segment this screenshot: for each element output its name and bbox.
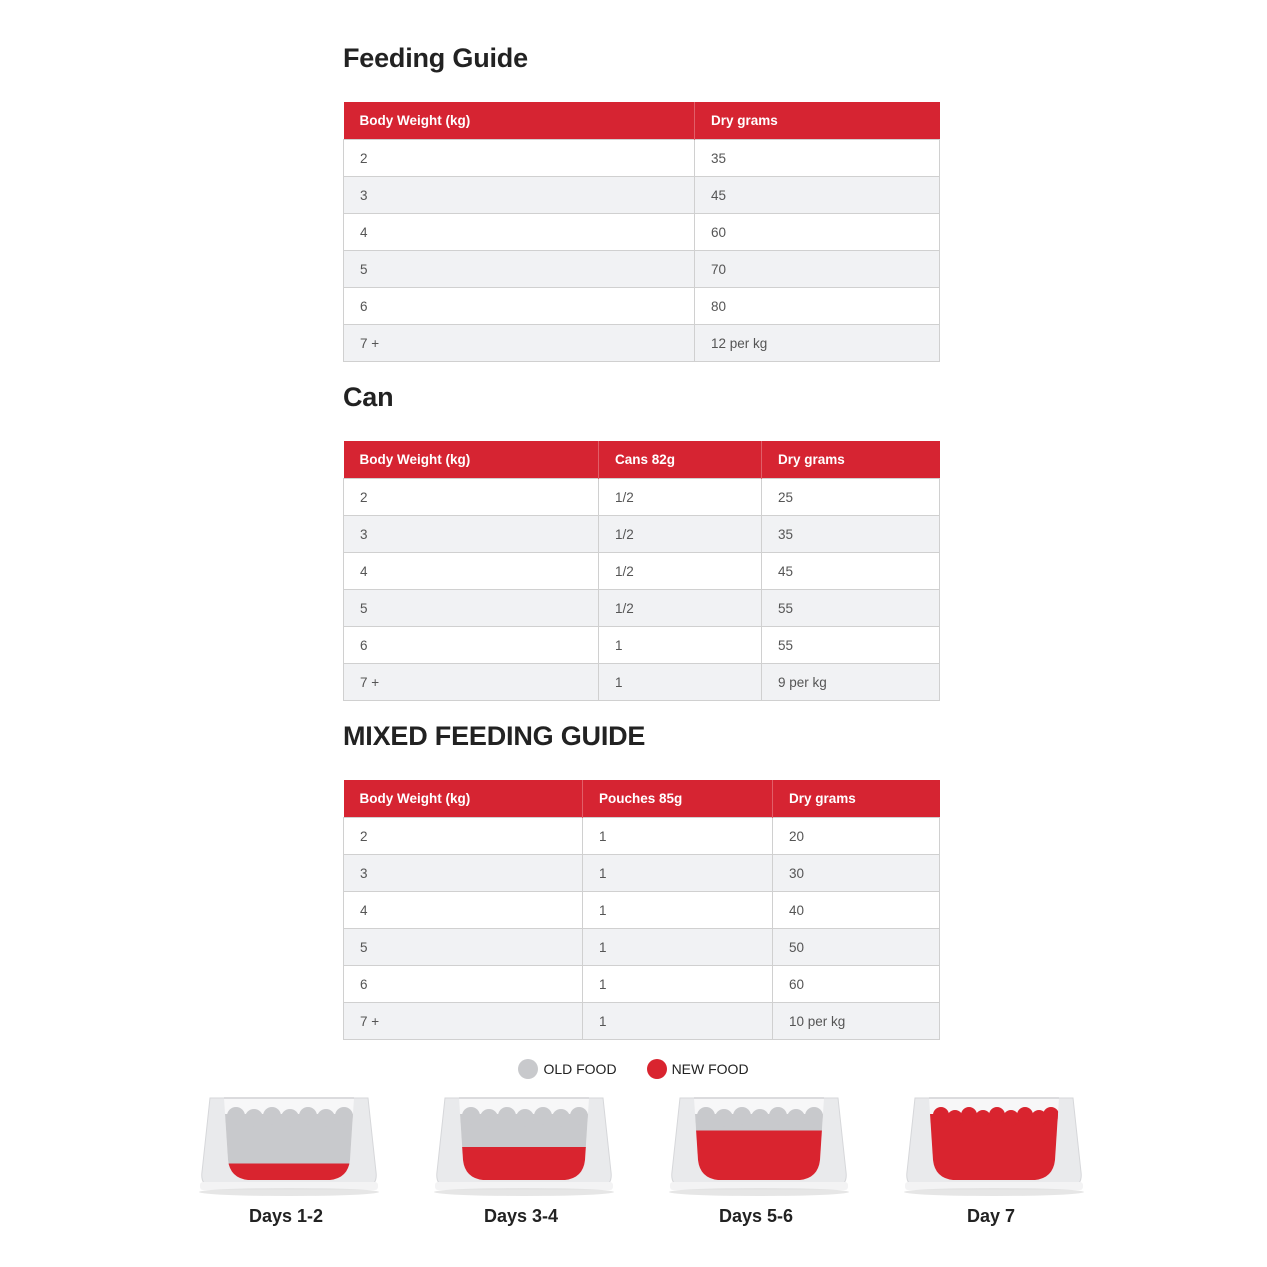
table-row xyxy=(344,966,940,1003)
old-food-kibble xyxy=(751,1109,769,1127)
food-bowl-icon xyxy=(431,1090,621,1200)
table-cell: 50 xyxy=(773,929,940,966)
table-cell: 5 xyxy=(344,251,695,288)
table-cell: 2 xyxy=(344,140,695,177)
mixed-guide-title: MIXED FEEDING GUIDE xyxy=(343,721,646,751)
old-food-kibble xyxy=(552,1109,570,1127)
table-cell: 2 xyxy=(344,479,599,516)
table-row xyxy=(344,214,940,251)
table-header: Cans 82g xyxy=(599,441,762,479)
table-cell: 7 + xyxy=(344,1003,583,1040)
new-food-kibble xyxy=(1017,1107,1033,1123)
table-cell: 3 xyxy=(344,855,583,892)
bowl-shadow xyxy=(669,1188,849,1196)
old-food-kibble xyxy=(733,1107,751,1125)
table-cell: 1 xyxy=(599,664,762,701)
old-food-kibble xyxy=(534,1107,552,1125)
old-food-kibble xyxy=(245,1109,263,1127)
food-legend xyxy=(0,1059,1267,1079)
can-guide-title: Can xyxy=(343,382,394,412)
table-cell: 2 xyxy=(344,818,583,855)
table-cell: 60 xyxy=(695,214,940,251)
new-food-kibble xyxy=(933,1107,949,1123)
table-cell: 25 xyxy=(762,479,940,516)
legend-new-food xyxy=(647,1059,749,1079)
table-cell: 35 xyxy=(695,140,940,177)
new-food-fill xyxy=(686,1131,836,1183)
table-cell: 35 xyxy=(762,516,940,553)
bowl-shadow xyxy=(434,1188,614,1196)
table-row xyxy=(344,479,940,516)
table-row xyxy=(344,929,940,966)
mixed-guide-table xyxy=(343,780,940,1040)
bowl-label: Days 5-6 xyxy=(718,1206,794,1226)
table-cell: 55 xyxy=(762,627,940,664)
feeding-guide-title: Feeding Guide xyxy=(343,43,528,73)
table-cell: 80 xyxy=(695,288,940,325)
bowl-stage-1 xyxy=(196,1090,386,1240)
table-cell: 6 xyxy=(344,966,583,1003)
table-cell: 20 xyxy=(773,818,940,855)
table-cell: 70 xyxy=(695,251,940,288)
table-header: Pouches 85g xyxy=(583,780,773,818)
old-food-dot-icon xyxy=(518,1059,538,1079)
table-row xyxy=(344,590,940,627)
bowl-label: Day 7 xyxy=(966,1206,1016,1226)
table-cell: 60 xyxy=(773,966,940,1003)
new-food-kibble xyxy=(1003,1110,1019,1126)
new-food-kibble xyxy=(1043,1107,1059,1123)
bowl-label: Days 3-4 xyxy=(483,1206,559,1226)
table-cell: 1/2 xyxy=(599,590,762,627)
table-cell: 40 xyxy=(773,892,940,929)
table-cell: 1 xyxy=(583,818,773,855)
old-food-kibble xyxy=(715,1109,733,1127)
new-food-kibble xyxy=(989,1107,1005,1123)
table-cell: 5 xyxy=(344,929,583,966)
new-food-kibble xyxy=(975,1110,991,1126)
bowl-stage-3 xyxy=(666,1090,856,1240)
table-row xyxy=(344,516,940,553)
table-cell: 12 per kg xyxy=(695,325,940,362)
table-cell: 7 + xyxy=(344,325,695,362)
old-food-kibble xyxy=(462,1107,480,1125)
table-row xyxy=(344,177,940,214)
old-food-kibble xyxy=(787,1109,805,1127)
table-header: Body Weight (kg) xyxy=(344,441,599,479)
old-food-kibble xyxy=(805,1107,823,1125)
table-cell: 1 xyxy=(583,1003,773,1040)
old-food-kibble xyxy=(299,1107,317,1125)
old-food-kibble xyxy=(769,1107,787,1125)
table-cell: 1 xyxy=(583,855,773,892)
bowl-stage-2 xyxy=(431,1090,621,1240)
table-cell: 1/2 xyxy=(599,553,762,590)
table-cell: 5 xyxy=(344,590,599,627)
legend-new-label: NEW FOOD xyxy=(671,1061,749,1077)
bowl-shadow xyxy=(199,1188,379,1196)
table-header: Dry grams xyxy=(773,780,940,818)
table-row xyxy=(344,251,940,288)
table-cell: 3 xyxy=(344,516,599,553)
table-cell: 30 xyxy=(773,855,940,892)
food-bowl-icon xyxy=(196,1090,386,1200)
table-cell: 1 xyxy=(599,627,762,664)
table-row xyxy=(344,288,940,325)
table-cell: 1/2 xyxy=(599,516,762,553)
table-cell: 4 xyxy=(344,214,695,251)
old-food-kibble xyxy=(335,1107,353,1125)
table-cell: 55 xyxy=(762,590,940,627)
table-row xyxy=(344,892,940,929)
bowl-shadow xyxy=(904,1188,1084,1196)
feeding-guide-table xyxy=(343,102,940,362)
table-cell: 4 xyxy=(344,892,583,929)
food-bowl-icon xyxy=(901,1090,1091,1200)
legend-old-food xyxy=(518,1059,616,1079)
table-row xyxy=(344,325,940,362)
new-food-dot-icon xyxy=(647,1059,667,1079)
transition-bowls xyxy=(0,1090,1267,1240)
table-cell: 1 xyxy=(583,929,773,966)
table-row xyxy=(344,818,940,855)
old-food-kibble xyxy=(281,1109,299,1127)
table-row xyxy=(344,664,940,701)
table-cell: 3 xyxy=(344,177,695,214)
table-cell: 7 + xyxy=(344,664,599,701)
table-header: Body Weight (kg) xyxy=(344,780,583,818)
bowl-stage-4 xyxy=(901,1090,1091,1240)
table-row xyxy=(344,553,940,590)
table-header: Body Weight (kg) xyxy=(344,102,695,140)
new-food-fill xyxy=(921,1114,1071,1182)
table-cell: 1 xyxy=(583,892,773,929)
bowl-label: Days 1-2 xyxy=(248,1206,324,1226)
table-cell: 4 xyxy=(344,553,599,590)
old-food-kibble xyxy=(570,1107,588,1125)
table-header: Dry grams xyxy=(762,441,940,479)
old-food-kibble xyxy=(227,1107,245,1125)
old-food-kibble xyxy=(697,1107,715,1125)
old-food-kibble xyxy=(263,1107,281,1125)
old-food-kibble xyxy=(516,1109,534,1127)
old-food-kibble xyxy=(498,1107,516,1125)
table-cell: 6 xyxy=(344,627,599,664)
table-cell: 9 per kg xyxy=(762,664,940,701)
table-row xyxy=(344,627,940,664)
table-cell: 10 per kg xyxy=(773,1003,940,1040)
table-cell: 6 xyxy=(344,288,695,325)
food-bowl-icon xyxy=(666,1090,856,1200)
table-row xyxy=(344,1003,940,1040)
can-guide-table xyxy=(343,441,940,701)
table-row xyxy=(344,140,940,177)
legend-old-label: OLD FOOD xyxy=(543,1061,617,1077)
table-row xyxy=(344,855,940,892)
old-food-kibble xyxy=(317,1109,335,1127)
table-header: Dry grams xyxy=(695,102,940,140)
table-cell: 1 xyxy=(583,966,773,1003)
table-cell: 45 xyxy=(695,177,940,214)
new-food-kibble xyxy=(947,1110,963,1126)
table-cell: 1/2 xyxy=(599,479,762,516)
old-food-kibble xyxy=(480,1109,498,1127)
table-cell: 45 xyxy=(762,553,940,590)
new-food-kibble xyxy=(961,1107,977,1123)
